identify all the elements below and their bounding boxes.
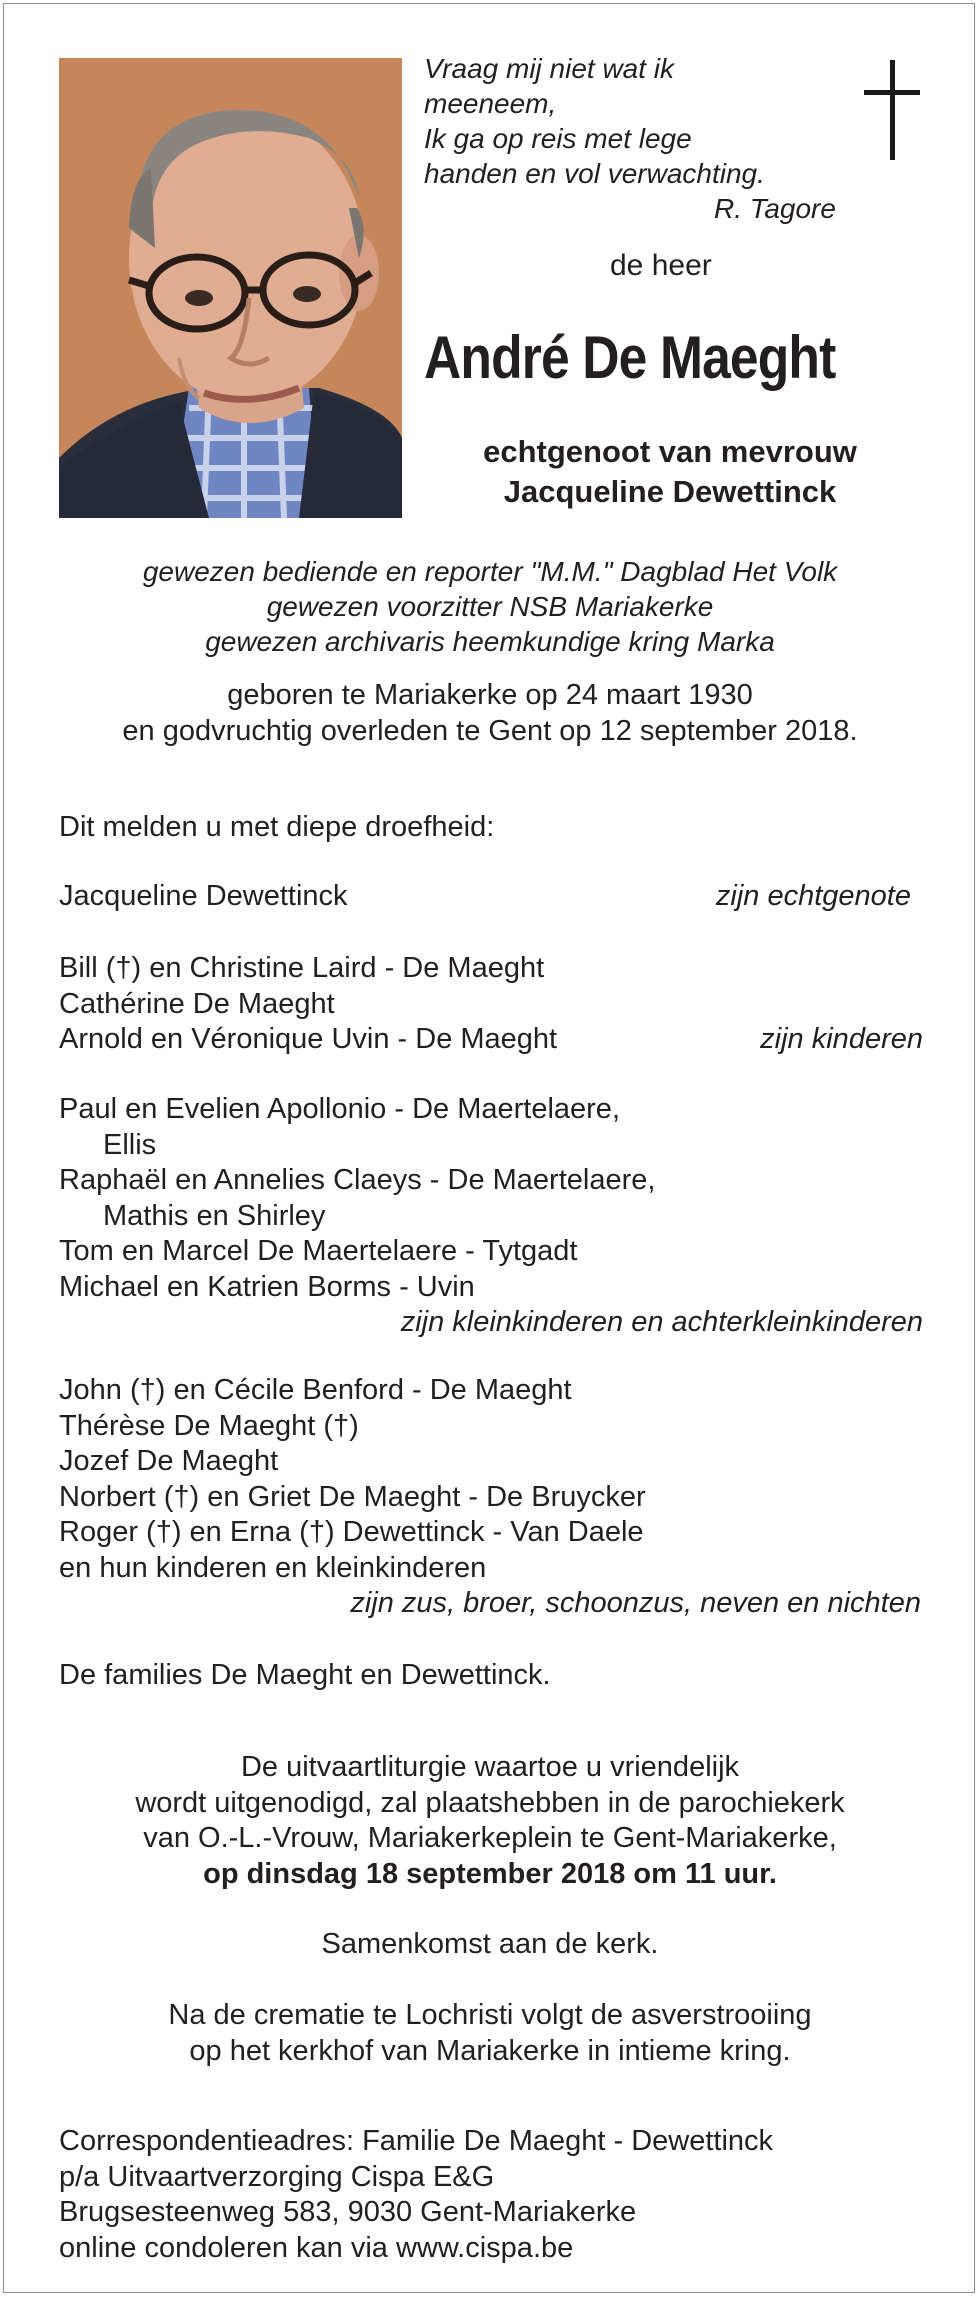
families-line: De families De Maeght en Dewettinck. [59, 1659, 551, 1691]
family-name-line: Michael en Katrien Borms - Uvin [59, 1270, 475, 1303]
family-name: Jacqueline Dewettinck [59, 880, 348, 912]
family-name-line: Ellis [103, 1128, 157, 1161]
salutation: de heer [610, 249, 712, 282]
funeral-line: De uitvaartliturgie waartoe u vriendelijk [240, 1751, 740, 1783]
role-line: gewezen archivaris heemkundige kring Marka [205, 626, 775, 657]
quote-line: Ik ga op reis met lege [424, 123, 692, 154]
correspondence-address [59, 2124, 773, 2266]
former-roles [40, 554, 940, 659]
family-name-line [59, 1022, 923, 1058]
children-group [59, 951, 923, 1058]
spouse-info [424, 432, 916, 512]
death-line: en godvruchtig overleden te Gent op 12 september 2018. [122, 715, 858, 747]
family-name-line: en hun kinderen en kleinkinderen [59, 1551, 487, 1584]
relation-label: zijn zus, broer, schoonzus, neven en nichten [350, 1587, 921, 1619]
tagore-quote [424, 51, 864, 226]
family-name-line: Cathérine De Maeght [59, 987, 335, 1020]
scattering-line: op het kerkhof van Mariakerke in intieme kring. [189, 2035, 791, 2067]
spouse-line-1: echtgenoot van mevrouw [483, 434, 857, 469]
funeral-line: wordt uitgenodigd, zal plaatshebben in de parochiekerk [135, 1786, 845, 1819]
portrait-photo [59, 58, 402, 518]
family-name-line: Norbert (†) en Griet De Maeght - De Bruycker [59, 1480, 646, 1513]
funeral-info [40, 1750, 940, 1892]
quote-line: meeneem, [424, 88, 557, 119]
address-line: online condoleren kan via www.cispa.be [59, 2231, 574, 2264]
spouse-line-2: Jacqueline Dewettinck [503, 474, 837, 509]
family-name-line: Bill (†) en Christine Laird - De Maeght [59, 952, 545, 984]
relation-label: zijn kleinkinderen en achterkleinkinderen [400, 1306, 923, 1338]
spouse-group [59, 879, 919, 915]
family-name-line: Paul en Evelien Apollonio - De Maertelaere, [59, 1093, 620, 1125]
scattering-info [40, 1997, 940, 2069]
role-line: gewezen bediende en reporter "M.M." Dagblad Het Volk [142, 556, 838, 587]
cross-icon [864, 60, 920, 160]
deceased-name: André De Maeght [424, 324, 836, 391]
grandchildren-group [59, 1092, 923, 1341]
family-name: Arnold en Véronique Uvin - De Maeght [59, 1023, 558, 1055]
relation-label: zijn kinderen [760, 1023, 923, 1055]
scattering-line: Na de crematie te Lochristi volgt de asverstrooiing [168, 1999, 812, 2031]
family-name-line: Roger (†) en Erna (†) Dewettinck - Van Daele [59, 1516, 644, 1548]
quote-line: Vraag mij niet wat ik [424, 53, 675, 84]
meeting-info: Samenkomst aan de kerk. [321, 1928, 659, 1960]
family-name-line: Raphaël en Annelies Claeys - De Maertelaere, [59, 1164, 656, 1196]
siblings-group [59, 1373, 919, 1622]
relation-label: zijn echtgenote [715, 880, 911, 912]
birth-death-dates [40, 677, 940, 749]
announcement: Dit melden u met diepe droefheid: [59, 811, 495, 843]
family-name-line: Tom en Marcel De Maertelaere - Tytgadt [59, 1235, 578, 1267]
birth-line: geboren te Mariakerke op 24 maart 1930 [227, 679, 753, 711]
address-line: p/a Uitvaartverzorging Cispa E&G [59, 2160, 495, 2193]
family-name-line [59, 879, 919, 915]
quote-author: R. Tagore [714, 193, 836, 224]
funeral-date: op dinsdag 18 september 2018 om 11 uur. [203, 1857, 777, 1890]
quote-line: handen en vol verwachting. [424, 158, 765, 189]
family-name-line: Mathis en Shirley [103, 1199, 326, 1232]
role-line: gewezen voorzitter NSB Mariakerke [266, 591, 714, 622]
family-name-line: Thérèse De Maeght (†) [59, 1409, 359, 1442]
address-line: Correspondentieadres: Familie De Maeght - Dewettinck [59, 2125, 774, 2157]
family-name-line: Jozef De Maeght [59, 1445, 279, 1477]
funeral-line: van O.-L.-Vrouw, Mariakerkeplein te Gent-Mariakerke, [143, 1822, 837, 1854]
family-name-line: John (†) en Cécile Benford - De Maeght [59, 1374, 572, 1406]
address-line: Brugsesteenweg 583, 9030 Gent-Mariakerke [59, 2196, 637, 2228]
